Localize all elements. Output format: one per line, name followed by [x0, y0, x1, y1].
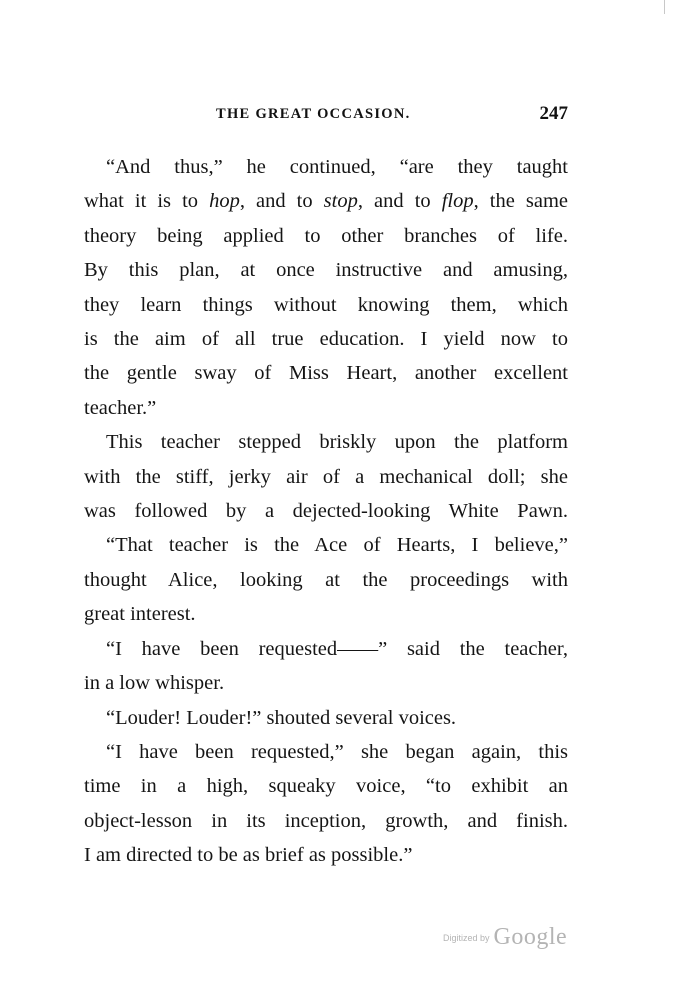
text-line: “I have been requested,” she began again, this [106, 740, 568, 763]
text-line: teacher.” [84, 396, 157, 419]
page-header [84, 103, 568, 128]
text-line: was followed by a dejected-looking White Pawn. [84, 500, 568, 523]
paragraph-6 [84, 735, 568, 873]
watermark-prefix: Digitized by [443, 932, 490, 943]
paragraph-2 [84, 425, 568, 528]
digitized-by-google-watermark [443, 924, 567, 951]
text-line [84, 184, 568, 218]
text-line: This teacher stepped briskly upon the platform [106, 431, 568, 454]
text-line: the gentle sway of Miss Heart, another excellent [84, 362, 568, 385]
text-line: “I have been requested——” said the teacher, [106, 637, 568, 660]
text-line: theory being applied to other branches of life. [84, 224, 568, 247]
text-line: with the stiff, jerky air of a mechanical doll; she [84, 465, 568, 488]
text-line: time in a high, squeaky voice, “to exhibit an [84, 775, 568, 798]
running-title: THE GREAT OCCASION. [216, 106, 411, 122]
text-line: thought Alice, looking at the proceedings with [84, 568, 568, 591]
page-edge-mark [664, 0, 665, 14]
text-run: , the same [473, 190, 569, 213]
italic-word-flop: flop [441, 190, 474, 213]
text-line: “Louder! Louder!” shouted several voices. [106, 706, 457, 729]
text-line: “That teacher is the Ace of Hearts, I believe,” [106, 534, 568, 557]
text-line: great interest. [84, 603, 196, 626]
paragraph-5 [84, 701, 568, 735]
italic-word-stop: stop [323, 190, 358, 213]
body-text [84, 150, 568, 873]
text-run: , and to [239, 190, 324, 213]
text-line: in a low whisper. [84, 672, 225, 695]
text-line: is the aim of all true education. I yield now to [84, 328, 568, 351]
paragraph-3 [84, 528, 568, 631]
text-run: what it is to [84, 190, 210, 213]
italic-word-hop: hop [209, 190, 240, 213]
text-line: I am directed to be as brief as possible.” [84, 844, 413, 867]
text-line: object-lesson in its inception, growth, and finish. [84, 809, 568, 832]
text-line: “And thus,” he continued, “are they taught [106, 156, 568, 178]
paragraph-4 [84, 632, 568, 701]
page-number: 247 [539, 103, 568, 124]
google-logo-text: Google [493, 924, 568, 950]
text-line: By this plan, at once instructive and amusing, [84, 259, 568, 282]
text-run: , and to [357, 190, 442, 213]
text-line: they learn things without knowing them, which [84, 293, 568, 316]
paragraph-1 [84, 150, 568, 425]
